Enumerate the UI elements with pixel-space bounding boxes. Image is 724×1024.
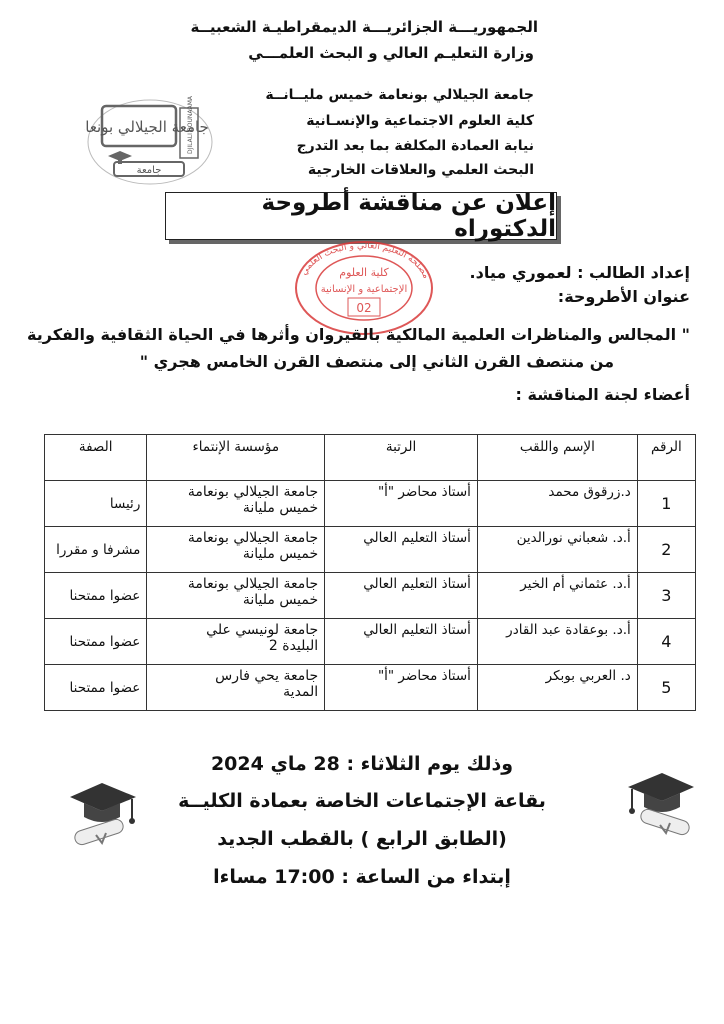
row-institution bbox=[147, 527, 325, 573]
row-num: 5 bbox=[637, 665, 695, 711]
stamp-ring-text: مصلحة التعليم العالي و البحث العلمي bbox=[299, 240, 431, 281]
thesis-label: عنوان الأطروحة: bbox=[557, 287, 690, 306]
institution-line1: جامعة الجيلالي بونعامة bbox=[187, 484, 319, 500]
institution-line1: جامعة الجيلالي بونعامة bbox=[187, 576, 319, 592]
header-faculty: كلية العلوم الاجتماعية والإنسـانية bbox=[306, 113, 534, 129]
table-row bbox=[45, 619, 696, 665]
header-role: الصفة bbox=[45, 435, 147, 481]
student-line: إعداد الطالب : لعموري مياد. bbox=[469, 263, 690, 282]
table-row bbox=[45, 527, 696, 573]
header-rank: الرتبة bbox=[325, 435, 478, 481]
footer-floor: (الطابق الرابع ) بالقطب الجديد bbox=[217, 828, 507, 850]
header-institution: مؤسسة الإنتماء bbox=[147, 435, 325, 481]
row-rank: أستاذ التعليم العالي bbox=[325, 573, 478, 619]
institution-line1: جامعة الجيلالي بونعامة bbox=[187, 530, 319, 546]
row-role: مشرفا و مقررا bbox=[45, 527, 147, 573]
table-row bbox=[45, 665, 696, 711]
university-logo bbox=[84, 96, 216, 188]
row-name: أ.د. شعباني نورالدين bbox=[477, 527, 637, 573]
row-name: أ.د. عثماني أم الخير bbox=[477, 573, 637, 619]
footer-date: وذلك يوم الثلاثاء : 28 ماي 2024 bbox=[210, 753, 514, 775]
row-role: عضوا ممتحنا bbox=[45, 665, 147, 711]
table-header-row bbox=[45, 435, 696, 481]
row-num: 3 bbox=[637, 573, 695, 619]
institution-line2: المدية bbox=[283, 684, 319, 700]
stamp-line1: كلية العلوم bbox=[339, 266, 389, 279]
row-institution bbox=[147, 619, 325, 665]
row-rank: أستاذ التعليم العالي bbox=[325, 527, 478, 573]
institution-line2: خميس مليانة bbox=[242, 546, 319, 562]
row-num: 4 bbox=[637, 619, 695, 665]
thesis-title-line1: " المجالس والمناظرات العلمية المالكية بالقيروان وأثرها في الحياة الثقافية والفكرية bbox=[27, 325, 690, 344]
header-university: جامعة الجيلالي بونعامة خميس مليــانــة bbox=[265, 87, 534, 103]
committee-table bbox=[44, 434, 696, 711]
announcement-title-box bbox=[165, 192, 557, 240]
row-rank: أستاذ محاضر "أ" bbox=[325, 665, 478, 711]
row-institution bbox=[147, 573, 325, 619]
institution-line2: خميس مليانة bbox=[242, 500, 319, 516]
row-name: أ.د. بوعقادة عبد القادر bbox=[477, 619, 637, 665]
row-role: رئيسا bbox=[45, 481, 147, 527]
institution-line1: جامعة لونيسي علي bbox=[206, 622, 319, 638]
row-name: د. العربي بوبكر bbox=[477, 665, 637, 711]
thesis-title-line2: من منتصف القرن الثاني إلى منتصف القرن الخامس هجري " bbox=[139, 352, 614, 371]
header-research: البحث العلمي والعلاقات الخارجية bbox=[307, 162, 534, 178]
committee-label: أعضاء لجنة المناقشة : bbox=[515, 385, 690, 404]
row-num: 2 bbox=[637, 527, 695, 573]
institution-line1: جامعة يحي فارس bbox=[215, 668, 319, 684]
table-row bbox=[45, 481, 696, 527]
header-deanship: نيابة العمادة المكلفة بما بعد التدرج bbox=[296, 138, 534, 154]
svg-text:DJILALI BOUNAAMA: DJILALI BOUNAAMA bbox=[187, 96, 194, 154]
row-role: عضوا ممتحنا bbox=[45, 619, 147, 665]
svg-text:جامعة: جامعة bbox=[136, 165, 162, 176]
table-row bbox=[45, 573, 696, 619]
row-rank: أستاذ التعليم العالي bbox=[325, 619, 478, 665]
stamp-line2: الإجتماعية و الإنسانية bbox=[320, 284, 408, 295]
row-role: عضوا ممتحنا bbox=[45, 573, 147, 619]
row-name: د.زرقوق محمد bbox=[477, 481, 637, 527]
stamp-number: 02 bbox=[356, 301, 372, 315]
header-ministry: وزارة التعليـم العالي و البحث العلمـــي bbox=[248, 44, 534, 62]
footer-time: إبتداء من الساعة : 17:00 مساءا bbox=[213, 866, 511, 888]
row-rank: أستاذ محاضر "أ" bbox=[325, 481, 478, 527]
announcement-title: إعلان عن مناقشة أطروحة الدكتوراه bbox=[261, 190, 556, 242]
header-name: الإسم واللقب bbox=[477, 435, 637, 481]
header-republic: الجمهوريـــة الجزائريـــة الديمقراطيـة الشعبيــة bbox=[190, 18, 538, 36]
faculty-stamp bbox=[292, 238, 436, 338]
row-num: 1 bbox=[637, 481, 695, 527]
institution-line2: البليدة 2 bbox=[268, 638, 319, 654]
row-institution bbox=[147, 481, 325, 527]
institution-line2: خميس مليانة bbox=[242, 592, 319, 608]
svg-text:جامعة الجيلالي بونعامة: جامعة الجيلالي بونعا bbox=[85, 118, 209, 136]
row-institution bbox=[147, 665, 325, 711]
footer-hall: بقاعة الإجتماعات الخاصة بعمادة الكليــة bbox=[178, 790, 546, 812]
header-num: الرقم bbox=[637, 435, 695, 481]
